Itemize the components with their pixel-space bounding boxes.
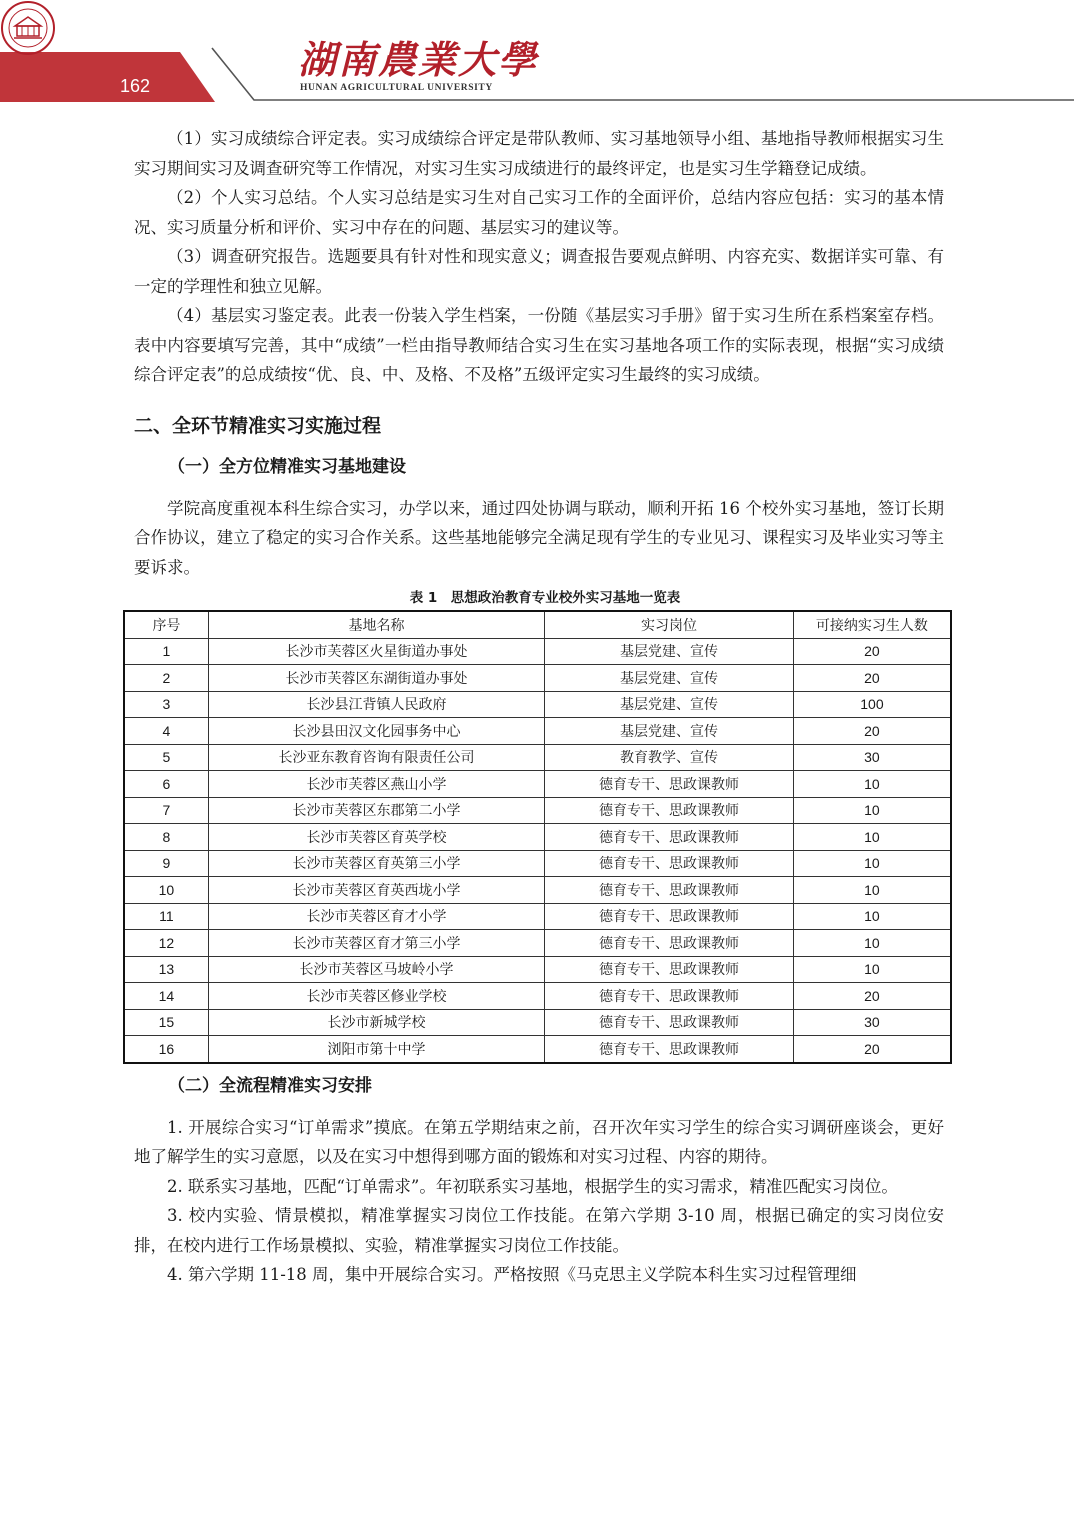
table-header-row [124, 611, 951, 638]
paragraph-step-1: 1. 开展综合实习“订单需求”摸底。在第五学期结束之前，召开次年实习学生的综合实习调研座谈会，更好地了解学生的实习意愿，以及在实习中想得到哪方面的锻炼和对实习过程、内容的期待。 [134, 1117, 944, 1166]
table-row [124, 877, 951, 904]
cell-capacity: 10 [793, 903, 951, 930]
cell-index: 16 [124, 1036, 208, 1063]
cell-index: 6 [124, 771, 208, 798]
cell-index: 8 [124, 824, 208, 851]
table-row [124, 824, 951, 851]
cell-base-name: 长沙亚东教育咨询有限责任公司 [208, 744, 544, 771]
cell-position: 德育专干、思政课教师 [545, 797, 794, 824]
cell-index: 15 [124, 1009, 208, 1036]
cell-position: 德育专干、思政课教师 [545, 930, 794, 957]
table-row [124, 638, 951, 665]
paragraph-personal-summary: （2）个人实习总结。个人实习总结是实习生对自己实习工作的全面评价，总结内容应包括：实习的基本情况、实习质量分析和评价、实习中存在的问题、基层实习的建议等。 [134, 188, 944, 237]
cell-position: 教育教学、宣传 [545, 744, 794, 771]
cell-position: 德育专干、思政课教师 [545, 1009, 794, 1036]
cell-base-name: 长沙市芙蓉区育英学校 [208, 824, 544, 851]
cell-capacity: 10 [793, 877, 951, 904]
university-logo-english: HUNAN AGRICULTURAL UNIVERSITY [300, 83, 493, 93]
paragraph-step-3: 3. 校内实验、情景模拟，精准掌握实习岗位工作技能。在第六学期 3-10 周，根据已确定的实习岗位安排，在校内进行工作场景模拟、实验，精准掌握实习岗位工作技能。 [134, 1206, 944, 1255]
cell-base-name: 浏阳市第十中学 [208, 1036, 544, 1063]
table-row [124, 1036, 951, 1063]
cell-index: 5 [124, 744, 208, 771]
cell-base-name: 长沙市芙蓉区育才小学 [208, 903, 544, 930]
cell-capacity: 20 [793, 665, 951, 692]
table-row [124, 744, 951, 771]
table-row [124, 983, 951, 1010]
cell-base-name: 长沙市芙蓉区火星街道办事处 [208, 638, 544, 665]
table-row [124, 903, 951, 930]
section-title: 二、全环节精准实习实施过程 [134, 414, 382, 437]
cell-capacity: 30 [793, 1009, 951, 1036]
cell-base-name: 长沙市芙蓉区育英第三小学 [208, 850, 544, 877]
internship-bases-table [123, 610, 952, 1064]
table-row [124, 930, 951, 957]
cell-position: 德育专干、思政课教师 [545, 771, 794, 798]
column-header-base-name: 基地名称 [208, 611, 544, 638]
cell-position: 德育专干、思政课教师 [545, 1036, 794, 1063]
cell-index: 1 [124, 638, 208, 665]
page-header [0, 0, 1074, 110]
cell-capacity: 10 [793, 850, 951, 877]
cell-capacity: 20 [793, 1036, 951, 1063]
cell-capacity: 10 [793, 797, 951, 824]
cell-index: 3 [124, 691, 208, 718]
cell-capacity: 10 [793, 771, 951, 798]
cell-index: 7 [124, 797, 208, 824]
table-caption: 表 1 思想政治教育专业校外实习基地一览表 [409, 590, 681, 606]
cell-base-name: 长沙市芙蓉区育才第三小学 [208, 930, 544, 957]
cell-position: 德育专干、思政课教师 [545, 850, 794, 877]
cell-base-name: 长沙市芙蓉区燕山小学 [208, 771, 544, 798]
cell-index: 14 [124, 983, 208, 1010]
cell-index: 11 [124, 903, 208, 930]
paragraph-appraisal-form: （4）基层实习鉴定表。此表一份装入学生档案，一份随《基层实习手册》留于实习生所在系档案室存档。表中内容要填写完善，其中“成绩”一栏由指导教师结合实习生在实习基地各项工作的实际表现，根据“实习成绩综合评定表”的总成绩按“优、良、中、及格、不及格”五级评定实习生最终的实习成绩。 [134, 306, 944, 384]
cell-position: 德育专干、思政课教师 [545, 903, 794, 930]
column-header-capacity: 可接纳实习生人数 [793, 611, 951, 638]
cell-index: 4 [124, 718, 208, 745]
cell-capacity: 10 [793, 930, 951, 957]
table-row [124, 771, 951, 798]
column-header-index: 序号 [124, 611, 208, 638]
column-header-position: 实习岗位 [545, 611, 794, 638]
table-row [124, 718, 951, 745]
page-content [134, 124, 944, 1290]
cell-capacity: 100 [793, 691, 951, 718]
cell-position: 基层党建、宣传 [545, 691, 794, 718]
cell-position: 德育专干、思政课教师 [545, 877, 794, 904]
paragraph-base-construction: 学院高度重视本科生综合实习，办学以来，通过四处协调与联动，顺利开拓 16 个校外实习基地，签订长期合作协议，建立了稳定的实习合作关系。这些基地能够完全满足现有学生的专业见习、课程实习及毕业实习等主要诉求。 [134, 498, 944, 577]
paragraph-evaluation-form: （1）实习成绩综合评定表。实习成绩综合评定是带队教师、实习基地领导小组、基地指导教师根据实习生实习期间实习及调查研究等工作情况，对实习生实习成绩进行的最终评定，也是实习生学籍登记成绩。 [134, 129, 944, 178]
paragraph-step-2: 2. 联系实习基地，匹配“订单需求”。年初联系实习基地，根据学生的实习需求，精准匹配实习岗位。 [167, 1176, 898, 1196]
cell-base-name: 长沙县江背镇人民政府 [208, 691, 544, 718]
cell-base-name: 长沙市芙蓉区育英西垅小学 [208, 877, 544, 904]
paragraph-step-4: 4. 第六学期 11-18 周，集中开展综合实习。严格按照《马克思主义学院本科生实习过程管理细 [167, 1265, 857, 1284]
cell-base-name: 长沙市芙蓉区东郡第二小学 [208, 797, 544, 824]
cell-capacity: 30 [793, 744, 951, 771]
cell-base-name: 长沙市新城学校 [208, 1009, 544, 1036]
cell-position: 德育专干、思政课教师 [545, 983, 794, 1010]
cell-position: 德育专干、思政课教师 [545, 824, 794, 851]
table-row [124, 956, 951, 983]
cell-base-name: 长沙市芙蓉区马坡岭小学 [208, 956, 544, 983]
cell-position: 基层党建、宣传 [545, 718, 794, 745]
cell-capacity: 20 [793, 718, 951, 745]
cell-capacity: 20 [793, 638, 951, 665]
page-number: 162 [120, 76, 151, 96]
table-row [124, 691, 951, 718]
cell-base-name: 长沙县田汉文化园事务中心 [208, 718, 544, 745]
cell-position: 基层党建、宣传 [545, 638, 794, 665]
table-row [124, 850, 951, 877]
cell-base-name: 长沙市芙蓉区东湖街道办事处 [208, 665, 544, 692]
cell-index: 9 [124, 850, 208, 877]
cell-base-name: 长沙市芙蓉区修业学校 [208, 983, 544, 1010]
cell-capacity: 10 [793, 956, 951, 983]
university-logo-chinese: 湖南農業大學 [298, 37, 539, 82]
table-row [124, 665, 951, 692]
paragraph-research-report: （3）调查研究报告。选题要具有针对性和现实意义；调查报告要观点鲜明、内容充实、数据详实可靠、有一定的学理性和独立见解。 [134, 247, 944, 296]
cell-capacity: 20 [793, 983, 951, 1010]
table-body [124, 638, 951, 1063]
cell-index: 13 [124, 956, 208, 983]
table-row [124, 1009, 951, 1036]
cell-index: 2 [124, 665, 208, 692]
subsection-title-base-construction: （一）全方位精准实习基地建设 [168, 456, 406, 477]
subsection-title-process: （二）全流程精准实习安排 [168, 1075, 372, 1096]
table-row [124, 797, 951, 824]
cell-capacity: 10 [793, 824, 951, 851]
cell-index: 12 [124, 930, 208, 957]
cell-position: 德育专干、思政课教师 [545, 956, 794, 983]
cell-index: 10 [124, 877, 208, 904]
cell-position: 基层党建、宣传 [545, 665, 794, 692]
university-seal-icon [0, 0, 56, 56]
